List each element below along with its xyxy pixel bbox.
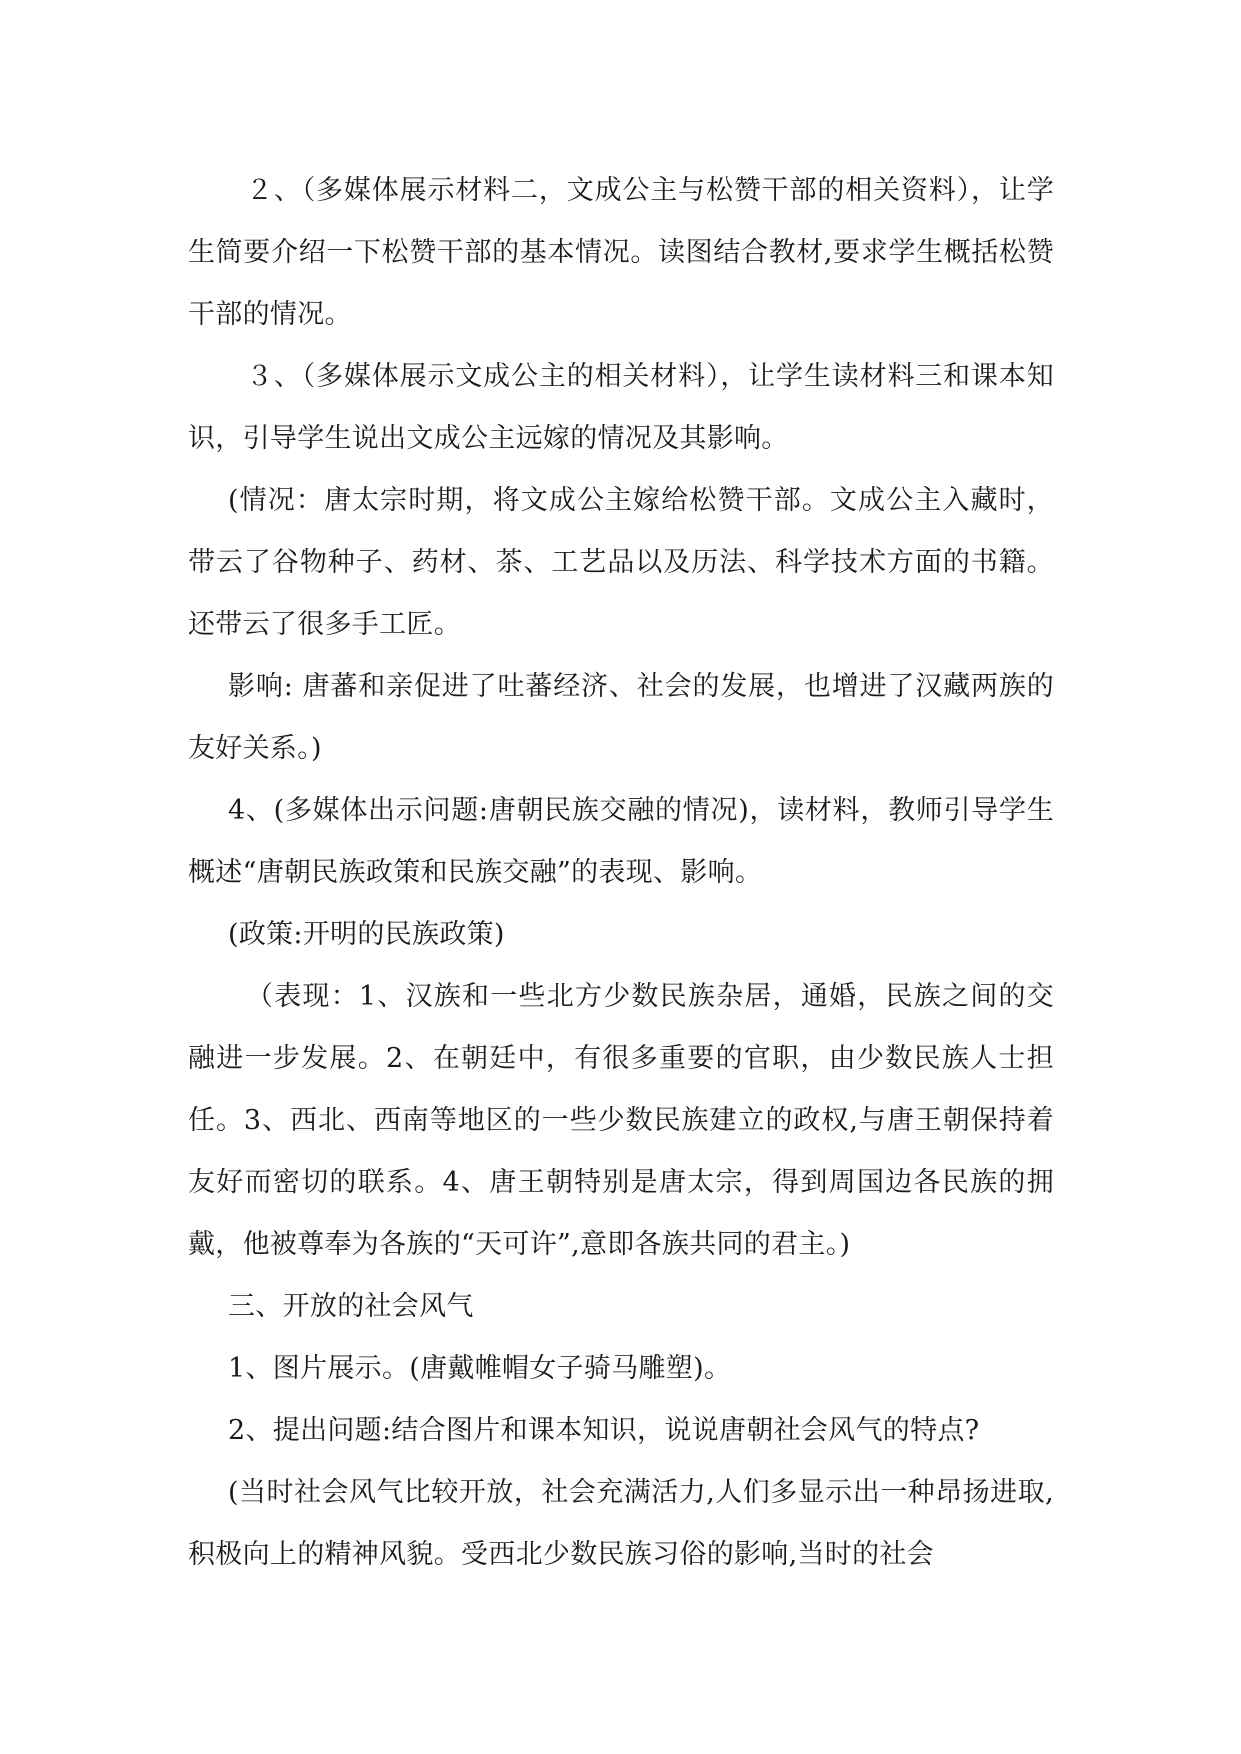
paragraph-ethnic-fusion: 4、(多媒体出示问题:唐朝民族交融的情况)，读材料，教师引导学生概述“唐朝民族政策和民族交融”的表现、影响。: [188, 795, 1054, 888]
section-heading-open-society: 三、开放的社会风气: [228, 1291, 474, 1322]
paragraph-influence: 影响: 唐蕃和亲促进了吐蕃经济、社会的发展，也增进了汉藏两族的友好关系。): [188, 671, 1054, 764]
paragraph-material-three: ３、（多媒体展示文成公主的相关材料），让学生读材料三和课本知识，引导学生说出文成公主远嫁的情况及其影响。: [188, 361, 1054, 454]
paragraph-question: 2、提出问题:结合图片和课本知识，说说唐朝社会风气的特点?: [228, 1415, 980, 1446]
paragraph-material-two: ２、（多媒体展示材料二，文成公主与松赞干部的相关资料），让学生简要介绍一下松赞干部的基本情况。读图结合教材,要求学生概括松赞干部的情况。: [188, 175, 1054, 330]
paragraph-image-display: 1、图片展示。(唐戴帷帽女子骑马雕塑)。: [228, 1353, 732, 1384]
document-body: [188, 160, 1054, 1586]
paragraph-answer: (当时社会风气比较开放，社会充满活力,人们多显示出一种昂扬进取,积极向上的精神风貌。受西北少数民族习俗的影响,当时的社会: [188, 1477, 1054, 1570]
paragraph-policy: (政策:开明的民族政策): [228, 919, 505, 950]
paragraph-manifestation: （表现：1、汉族和一些北方少数民族杂居，通婚，民族之间的交融进一步发展。2、在朝廷中，有很多重要的官职，由少数民族人士担任。3、西北、西南等地区的一些少数民族建立的政权,与唐王朝保持着友好而密切的联系。4、唐王朝特别是唐太宗，得到周国边各民族的拥戴，他被尊奉为各族的“天可许”,意即各族共同的君主。): [188, 981, 1054, 1260]
paragraph-situation: (情况：唐太宗时期，将文成公主嫁给松赞干部。文成公主入藏时，带云了谷物种子、药材、茶、工艺品以及历法、科学技术方面的书籍。还带云了很多手工匠。: [188, 485, 1054, 640]
